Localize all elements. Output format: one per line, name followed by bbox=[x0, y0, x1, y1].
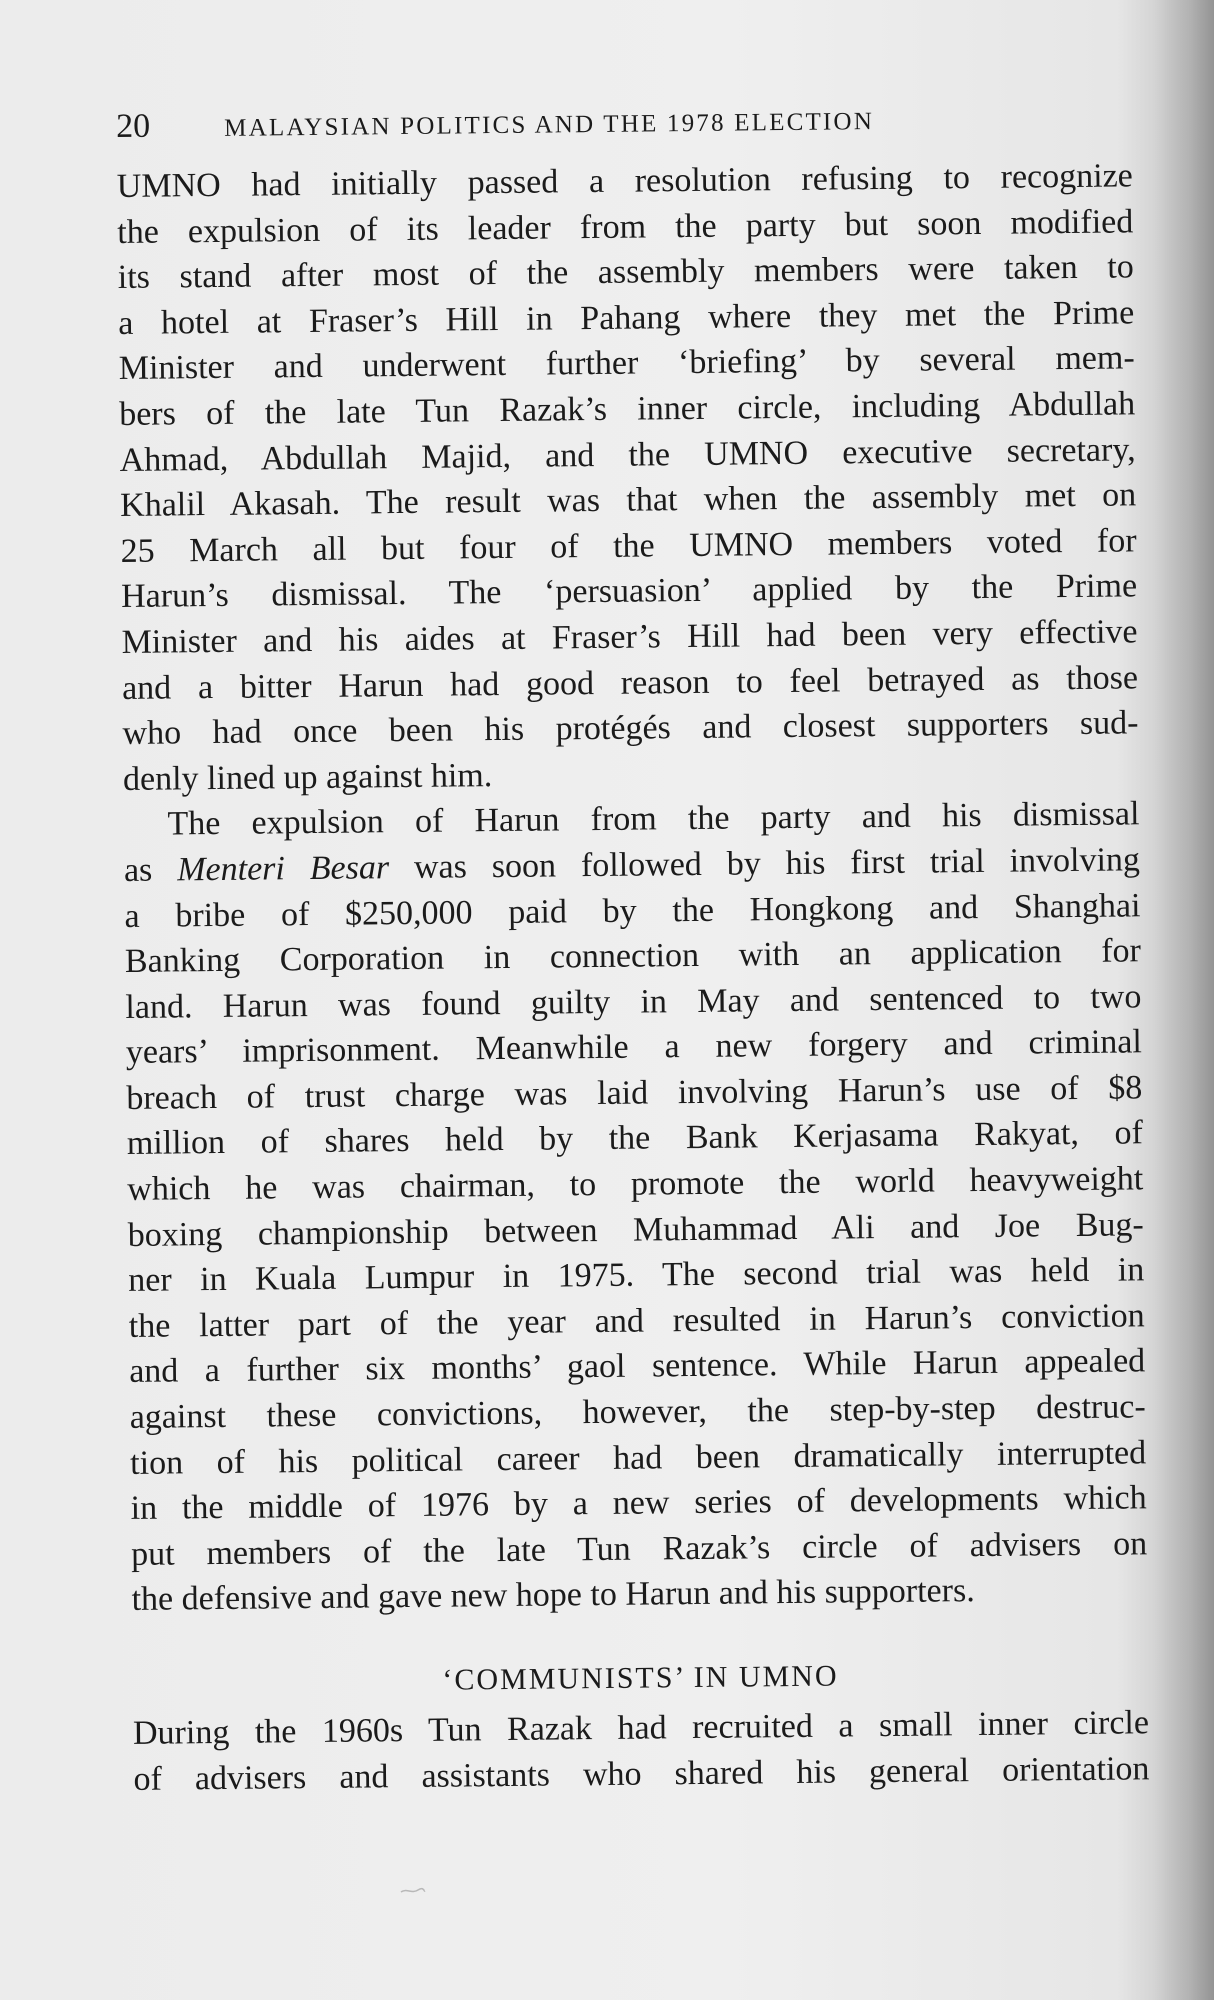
section-heading: ‘COMMUNISTS’ IN UMNO bbox=[442, 1659, 839, 1697]
text-line: the latter part of the year and resulted in Harun’s conviction bbox=[128, 1297, 1145, 1345]
text-fragment: as bbox=[123, 851, 178, 889]
text-line: UMNO had initially passed a resolution refusing to recognize bbox=[116, 157, 1133, 205]
paragraph-2 bbox=[123, 792, 1148, 1623]
text-line: The expulsion of Harun from the party and his dismissal bbox=[167, 795, 1140, 843]
page-content bbox=[116, 97, 1150, 1802]
text-line: and a further six months’ gaol sentence. While Harun appealed bbox=[129, 1342, 1146, 1391]
text-line: against these convictions, however, the step-by-step destruc- bbox=[129, 1388, 1146, 1436]
text-line: Minister and underwent further ‘briefing’ by several mem- bbox=[118, 339, 1135, 388]
text-line: Banking Corporation in connection with an application for bbox=[124, 932, 1142, 981]
ink-smudge bbox=[400, 1886, 426, 1896]
paragraph-3 bbox=[133, 1700, 1150, 1802]
text-line: years’ imprisonment. Meanwhile a new forgery and criminal bbox=[125, 1023, 1143, 1072]
text-line: denly lined up against him. bbox=[122, 756, 493, 798]
text-line: who had once been his protégés and closest supporters sud- bbox=[122, 704, 1139, 753]
text-line: million of shares held by the Bank Kerjasama Rakyat, of bbox=[126, 1114, 1143, 1163]
running-head bbox=[116, 97, 1132, 146]
text-line: Khalil Akasah. The result was that when the assembly met on bbox=[119, 476, 1137, 525]
spine-shadow bbox=[1154, 0, 1214, 2000]
text-line: of advisers and assistants who shared his general orientation bbox=[133, 1749, 1150, 1798]
text-line: the defensive and gave new hope to Harun and his supporters. bbox=[131, 1572, 975, 1619]
page-number: 20 bbox=[116, 107, 151, 145]
italic-term: Menteri Besar bbox=[177, 849, 390, 889]
text-line: a hotel at Fraser’s Hill in Pahang where they met the Prime bbox=[118, 294, 1135, 342]
text-fragment: was soon followed by his first trial involving bbox=[388, 841, 1141, 887]
paragraph-1 bbox=[117, 153, 1140, 802]
text-line: Ahmad, Abdullah Majid, and the UMNO executive secretary, bbox=[119, 430, 1136, 479]
text-line: ner in Kuala Lumpur in 1975. The second trial was held in bbox=[128, 1251, 1145, 1300]
text-line: bers of the late Tun Razak’s inner circle, including Abdullah bbox=[119, 385, 1136, 433]
text-line: 25 March all but four of the UMNO members voted for bbox=[120, 522, 1137, 570]
book-title: MALAYSIAN POLITICS AND THE 1978 ELECTION bbox=[224, 108, 875, 142]
text-line: Harun’s dismissal. The ‘persuasion’ applied by the Prime bbox=[120, 567, 1138, 616]
text-line: During the 1960s Tun Razak had recruited a small inner circle bbox=[132, 1704, 1150, 1752]
text-line: land. Harun was found guilty in May and sentenced to two bbox=[125, 977, 1142, 1026]
text-line: the expulsion of its leader from the party but soon modified bbox=[117, 202, 1134, 251]
text-line: which he was chairman, to promote the world heavyweight bbox=[127, 1160, 1144, 1209]
text-line: breach of trust charge was laid involving Harun’s use of $8 bbox=[126, 1069, 1143, 1117]
text-line: and a bitter Harun had good reason to feel betrayed as those bbox=[121, 658, 1139, 707]
text-line: a bribe of $250,000 paid by the Hongkong and Shanghai bbox=[124, 886, 1141, 935]
text-line: put members of the late Tun Razak’s circle of advisers on bbox=[130, 1525, 1148, 1573]
text-line: its stand after most of the assembly members were taken to bbox=[117, 248, 1134, 297]
text-line: in the middle of 1976 by a new series of developments which bbox=[130, 1479, 1147, 1528]
text-line: tion of his political career had been dramatically interrupted bbox=[129, 1433, 1147, 1482]
text-line: boxing championship between Muhammad Ali and Joe Bug- bbox=[127, 1205, 1144, 1254]
text-line: Minister and his aides at Fraser’s Hill had been very effective bbox=[121, 613, 1138, 661]
